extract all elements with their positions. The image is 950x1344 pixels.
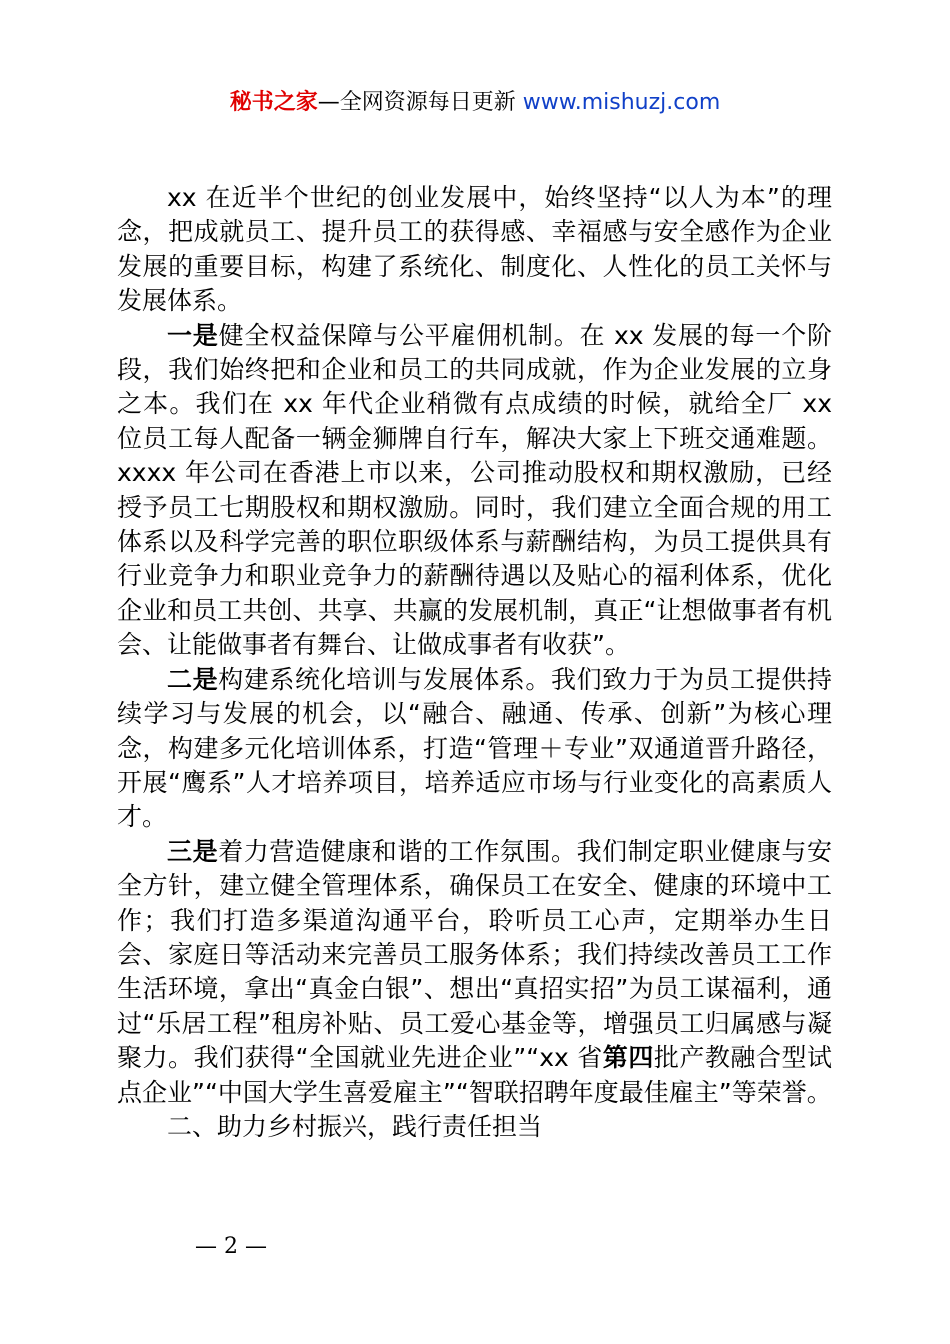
point-one-paragraph	[117, 319, 832, 663]
point-two-paragraph	[117, 663, 832, 835]
document-body	[117, 181, 832, 1144]
paragraph-lead: 三是	[167, 836, 219, 866]
paragraph-text: xx 在近半个世纪的创业发展中，始终坚持“以人为本”的理念，把成就员工、提升员工的获得感、幸福感与安全感作为企业发展的重要目标，构建了系统化、制度化、人性化的员工关怀与发展体系。	[117, 183, 832, 316]
site-url-link[interactable]: www.mishuzj.com	[522, 90, 721, 115]
paragraph-text: 着力营造健康和谐的工作氛围。我们制定职业健康与安全方针，建立健全管理体系，确保员工在安全、健康的环境中工作；我们打造多渠道沟通平台，聆听员工心声，定期举办生日会、家庭日等活动来完善员工服务体系；我们持续改善员工工作生活环境，拿出“真金白银”、想出“真招实招”为员工谋福利，通过“乐居工程”租房补贴、员工爱心基金等，增强员工归属感与凝聚力。我们获得“全国就业先进企业”“xx 省	[117, 836, 832, 1073]
site-banner	[0, 86, 950, 120]
paragraph-text: 健全权益保障与公平雇佣机制。在 xx 发展的每一个阶段，我们始终把和企业和员工的共同成就，作为企业发展的立身之本。我们在 xx 年代企业稍微有点成绩的时候，就给全厂 xx 位员工每人配备一辆金狮牌自行车，解决大家上下班交通难题。xxxx 年公司在香港上市以来，公司推动股权和期权激励，已经授予员工七期股权和期权激励。同时，我们建立全面合规的用工体系以及科学完善的职位职级体系与薪酬结构，为员工提供具有行业竞争力和职业竞争力的薪酬待遇以及贴心的福利体系，优化企业和员工共创、共享、共赢的发展机制，真正“让想做事者有机会、让能做事者有舞台、让做成事者有收获”。	[117, 320, 832, 660]
intro-paragraph	[117, 181, 832, 319]
paragraph-lead: 一是	[167, 320, 219, 350]
paragraph-text-continued: 批产教融合型试点企业”“中国大学生喜爱雇主”“智联招聘年度最佳雇主”等荣誉。	[117, 1043, 832, 1107]
section-heading: 二、助力乡村振兴，践行责任担当	[167, 1111, 543, 1141]
paragraph-lead: 二是	[167, 664, 219, 694]
paragraph-text: 构建系统化培训与发展体系。我们致力于为员工提供持续学习与发展的机会，以“融合、融通、传承、创新”为核心理念，构建多元化培训体系，打造“管理＋专业”双通道晋升路径，开展“鹰系”人才培养项目，培养适应市场与行业变化的高素质人才。	[117, 664, 832, 832]
brand-name: 秘书之家	[229, 90, 318, 115]
point-three-paragraph	[117, 835, 832, 1110]
banner-tagline: —全网资源每日更新	[317, 90, 523, 115]
page-number: — 2 —	[195, 1234, 267, 1259]
paragraph-bold-inline: 第四	[602, 1043, 654, 1073]
